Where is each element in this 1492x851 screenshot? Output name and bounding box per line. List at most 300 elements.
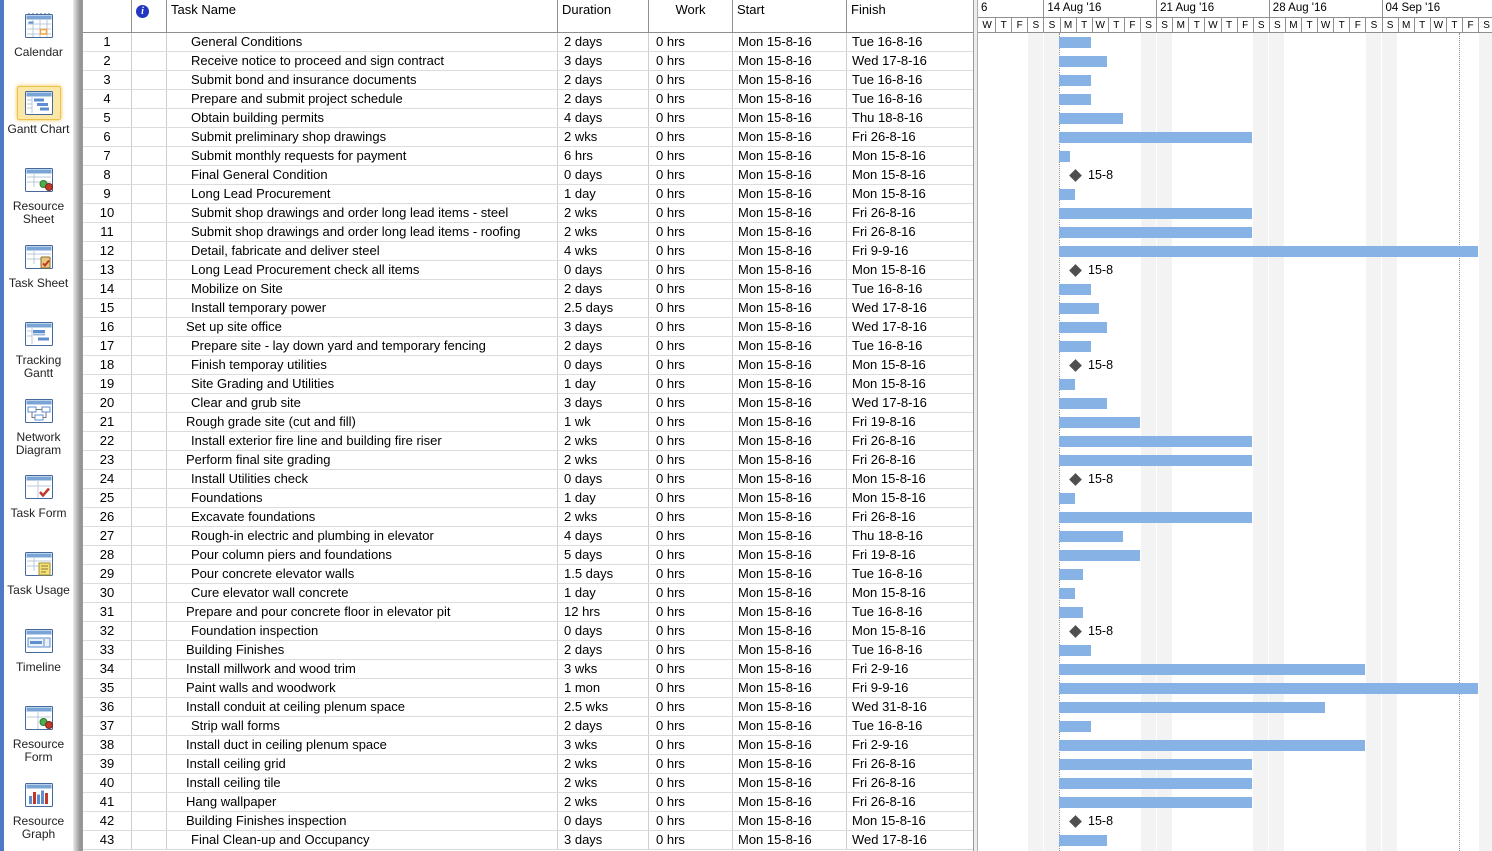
cell-start[interactable]: Mon 15-8-16 — [733, 204, 847, 222]
cell-finish[interactable]: Mon 15-8-16 — [847, 147, 974, 165]
cell-info[interactable] — [132, 223, 167, 241]
cell-start[interactable]: Mon 15-8-16 — [733, 831, 847, 849]
cell-finish[interactable]: Tue 16-8-16 — [847, 717, 974, 735]
cell-info[interactable] — [132, 489, 167, 507]
task-bar[interactable] — [1059, 322, 1107, 333]
cell-info[interactable] — [132, 812, 167, 830]
cell-finish[interactable]: Fri 26-8-16 — [847, 223, 974, 241]
cell-work[interactable]: 0 hrs — [649, 470, 733, 488]
task-bar[interactable] — [1059, 569, 1083, 580]
cell-info[interactable] — [132, 527, 167, 545]
task-bar[interactable] — [1059, 303, 1099, 314]
cell-info[interactable] — [132, 166, 167, 184]
cell-duration[interactable]: 3 days — [558, 394, 649, 412]
cell-name[interactable]: Submit shop drawings and order long lead items - roofing — [167, 223, 558, 241]
cell-work[interactable]: 0 hrs — [649, 299, 733, 317]
cell-finish[interactable]: Mon 15-8-16 — [847, 812, 974, 830]
cell-finish[interactable]: Fri 26-8-16 — [847, 432, 974, 450]
task-bar[interactable] — [1059, 56, 1107, 67]
cell-work[interactable]: 0 hrs — [649, 679, 733, 697]
cell-work[interactable]: 0 hrs — [649, 375, 733, 393]
cell-name[interactable]: Rough-in electric and plumbing in elevator — [167, 527, 558, 545]
cell-duration[interactable]: 2 wks — [558, 793, 649, 811]
row-number[interactable]: 12 — [83, 242, 132, 260]
task-bar[interactable] — [1059, 379, 1075, 390]
cell-name[interactable]: Mobilize on Site — [167, 280, 558, 298]
cell-finish[interactable]: Mon 15-8-16 — [847, 166, 974, 184]
task-bar[interactable] — [1059, 189, 1075, 200]
cell-info[interactable] — [132, 109, 167, 127]
cell-work[interactable]: 0 hrs — [649, 318, 733, 336]
row-number[interactable]: 23 — [83, 451, 132, 469]
cell-finish[interactable]: Thu 18-8-16 — [847, 527, 974, 545]
task-bar[interactable] — [1059, 702, 1325, 713]
row-number[interactable]: 42 — [83, 812, 132, 830]
row-number[interactable]: 1 — [83, 33, 132, 51]
cell-duration[interactable]: 2 days — [558, 71, 649, 89]
task-bar[interactable] — [1059, 664, 1365, 675]
cell-start[interactable]: Mon 15-8-16 — [733, 375, 847, 393]
column-header-finish[interactable] — [847, 0, 974, 32]
cell-info[interactable] — [132, 679, 167, 697]
cell-name[interactable]: Install millwork and wood trim — [167, 660, 558, 678]
cell-finish[interactable]: Tue 16-8-16 — [847, 641, 974, 659]
cell-info[interactable] — [132, 261, 167, 279]
task-bar[interactable] — [1059, 455, 1252, 466]
task-bar[interactable] — [1059, 607, 1083, 618]
cell-work[interactable]: 0 hrs — [649, 128, 733, 146]
row-number[interactable]: 4 — [83, 90, 132, 108]
task-bar[interactable] — [1059, 227, 1252, 238]
sidebar-item-resource-sheet[interactable] — [4, 159, 73, 236]
row-number[interactable]: 24 — [83, 470, 132, 488]
task-bar[interactable] — [1059, 493, 1075, 504]
task-bar[interactable] — [1059, 151, 1070, 162]
row-number[interactable]: 5 — [83, 109, 132, 127]
cell-start[interactable]: Mon 15-8-16 — [733, 242, 847, 260]
cell-duration[interactable]: 2 days — [558, 337, 649, 355]
cell-info[interactable] — [132, 565, 167, 583]
task-bar[interactable] — [1059, 132, 1252, 143]
cell-start[interactable]: Mon 15-8-16 — [733, 394, 847, 412]
cell-info[interactable] — [132, 774, 167, 792]
cell-start[interactable]: Mon 15-8-16 — [733, 736, 847, 754]
cell-work[interactable]: 0 hrs — [649, 109, 733, 127]
cell-start[interactable]: Mon 15-8-16 — [733, 432, 847, 450]
cell-duration[interactable]: 1.5 days — [558, 565, 649, 583]
sidebar-item-resource-form[interactable] — [4, 697, 73, 774]
column-header-start[interactable] — [733, 0, 847, 32]
row-number[interactable]: 26 — [83, 508, 132, 526]
cell-finish[interactable]: Tue 16-8-16 — [847, 33, 974, 51]
cell-duration[interactable]: 0 days — [558, 470, 649, 488]
cell-work[interactable]: 0 hrs — [649, 660, 733, 678]
cell-name[interactable]: Obtain building permits — [167, 109, 558, 127]
cell-finish[interactable]: Mon 15-8-16 — [847, 470, 974, 488]
cell-start[interactable]: Mon 15-8-16 — [733, 622, 847, 640]
cell-start[interactable]: Mon 15-8-16 — [733, 793, 847, 811]
row-number[interactable]: 21 — [83, 413, 132, 431]
cell-finish[interactable]: Tue 16-8-16 — [847, 337, 974, 355]
cell-finish[interactable]: Mon 15-8-16 — [847, 584, 974, 602]
cell-start[interactable]: Mon 15-8-16 — [733, 52, 847, 70]
cell-work[interactable]: 0 hrs — [649, 337, 733, 355]
task-bar[interactable] — [1059, 835, 1107, 846]
cell-finish[interactable]: Fri 2-9-16 — [847, 736, 974, 754]
cell-duration[interactable]: 2 wks — [558, 755, 649, 773]
cell-name[interactable]: Cure elevator wall concrete — [167, 584, 558, 602]
cell-name[interactable]: Hang wallpaper — [167, 793, 558, 811]
cell-finish[interactable]: Fri 19-8-16 — [847, 413, 974, 431]
cell-work[interactable]: 0 hrs — [649, 736, 733, 754]
row-number[interactable]: 11 — [83, 223, 132, 241]
column-header-work[interactable] — [649, 0, 733, 32]
cell-name[interactable]: Site Grading and Utilities — [167, 375, 558, 393]
cell-info[interactable] — [132, 52, 167, 70]
milestone-diamond[interactable] — [1069, 359, 1082, 372]
cell-work[interactable]: 0 hrs — [649, 204, 733, 222]
row-number[interactable]: 22 — [83, 432, 132, 450]
row-number[interactable]: 39 — [83, 755, 132, 773]
cell-work[interactable]: 0 hrs — [649, 546, 733, 564]
row-number[interactable]: 36 — [83, 698, 132, 716]
cell-work[interactable]: 0 hrs — [649, 90, 733, 108]
cell-work[interactable]: 0 hrs — [649, 223, 733, 241]
task-bar[interactable] — [1059, 778, 1252, 789]
row-number[interactable]: 40 — [83, 774, 132, 792]
cell-duration[interactable]: 2 days — [558, 717, 649, 735]
sidebar-item-task-usage[interactable] — [4, 543, 73, 620]
cell-start[interactable]: Mon 15-8-16 — [733, 223, 847, 241]
cell-work[interactable]: 0 hrs — [649, 489, 733, 507]
row-number[interactable]: 29 — [83, 565, 132, 583]
cell-start[interactable]: Mon 15-8-16 — [733, 299, 847, 317]
cell-work[interactable]: 0 hrs — [649, 755, 733, 773]
milestone-diamond[interactable] — [1069, 625, 1082, 638]
row-number[interactable]: 25 — [83, 489, 132, 507]
row-number[interactable]: 8 — [83, 166, 132, 184]
cell-info[interactable] — [132, 698, 167, 716]
cell-name[interactable]: Prepare and submit project schedule — [167, 90, 558, 108]
cell-duration[interactable]: 2 wks — [558, 451, 649, 469]
cell-work[interactable]: 0 hrs — [649, 831, 733, 849]
cell-name[interactable]: Install conduit at ceiling plenum space — [167, 698, 558, 716]
cell-start[interactable]: Mon 15-8-16 — [733, 337, 847, 355]
cell-duration[interactable]: 2 wks — [558, 128, 649, 146]
cell-start[interactable]: Mon 15-8-16 — [733, 584, 847, 602]
cell-duration[interactable]: 2 wks — [558, 223, 649, 241]
cell-info[interactable] — [132, 394, 167, 412]
cell-work[interactable]: 0 hrs — [649, 565, 733, 583]
sidebar-item-task-sheet[interactable] — [4, 236, 73, 313]
cell-duration[interactable]: 0 days — [558, 812, 649, 830]
cell-duration[interactable]: 2 wks — [558, 508, 649, 526]
cell-info[interactable] — [132, 451, 167, 469]
cell-finish[interactable]: Tue 16-8-16 — [847, 71, 974, 89]
cell-info[interactable] — [132, 204, 167, 222]
cell-work[interactable]: 0 hrs — [649, 603, 733, 621]
cell-start[interactable]: Mon 15-8-16 — [733, 413, 847, 431]
cell-duration[interactable]: 2 wks — [558, 432, 649, 450]
row-number[interactable]: 37 — [83, 717, 132, 735]
cell-finish[interactable]: Fri 9-9-16 — [847, 679, 974, 697]
cell-start[interactable]: Mon 15-8-16 — [733, 698, 847, 716]
row-number[interactable]: 18 — [83, 356, 132, 374]
cell-finish[interactable]: Mon 15-8-16 — [847, 185, 974, 203]
cell-start[interactable]: Mon 15-8-16 — [733, 90, 847, 108]
task-bar[interactable] — [1059, 246, 1478, 257]
cell-duration[interactable]: 2 days — [558, 90, 649, 108]
cell-start[interactable]: Mon 15-8-16 — [733, 812, 847, 830]
cell-duration[interactable]: 0 days — [558, 261, 649, 279]
cell-start[interactable]: Mon 15-8-16 — [733, 527, 847, 545]
cell-name[interactable]: Submit bond and insurance documents — [167, 71, 558, 89]
task-bar[interactable] — [1059, 113, 1123, 124]
cell-work[interactable]: 0 hrs — [649, 280, 733, 298]
cell-work[interactable]: 0 hrs — [649, 413, 733, 431]
milestone-diamond[interactable] — [1069, 264, 1082, 277]
cell-info[interactable] — [132, 584, 167, 602]
cell-info[interactable] — [132, 831, 167, 849]
row-number[interactable]: 15 — [83, 299, 132, 317]
cell-finish[interactable]: Fri 19-8-16 — [847, 546, 974, 564]
cell-start[interactable]: Mon 15-8-16 — [733, 470, 847, 488]
cell-work[interactable]: 0 hrs — [649, 527, 733, 545]
cell-info[interactable] — [132, 508, 167, 526]
task-bar[interactable] — [1059, 512, 1252, 523]
task-bar[interactable] — [1059, 417, 1140, 428]
cell-info[interactable] — [132, 603, 167, 621]
cell-start[interactable]: Mon 15-8-16 — [733, 755, 847, 773]
cell-duration[interactable]: 2 days — [558, 641, 649, 659]
row-number[interactable]: 32 — [83, 622, 132, 640]
cell-name[interactable]: Receive notice to proceed and sign contract — [167, 52, 558, 70]
row-number[interactable]: 7 — [83, 147, 132, 165]
cell-duration[interactable]: 4 wks — [558, 242, 649, 260]
task-bar[interactable] — [1059, 208, 1252, 219]
cell-info[interactable] — [132, 318, 167, 336]
cell-duration[interactable]: 2 days — [558, 280, 649, 298]
sidebar-item-resource-graph[interactable] — [4, 774, 73, 851]
milestone-diamond[interactable] — [1069, 473, 1082, 486]
cell-work[interactable]: 0 hrs — [649, 698, 733, 716]
cell-work[interactable]: 0 hrs — [649, 793, 733, 811]
cell-work[interactable]: 0 hrs — [649, 166, 733, 184]
row-number[interactable]: 30 — [83, 584, 132, 602]
cell-name[interactable]: Set up site office — [167, 318, 558, 336]
task-bar[interactable] — [1059, 341, 1091, 352]
cell-finish[interactable]: Wed 17-8-16 — [847, 299, 974, 317]
cell-work[interactable]: 0 hrs — [649, 641, 733, 659]
cell-start[interactable]: Mon 15-8-16 — [733, 489, 847, 507]
cell-duration[interactable]: 2.5 days — [558, 299, 649, 317]
column-header-duration[interactable] — [558, 0, 649, 32]
cell-duration[interactable]: 3 days — [558, 318, 649, 336]
task-bar[interactable] — [1059, 740, 1365, 751]
cell-info[interactable] — [132, 33, 167, 51]
cell-name[interactable]: Building Finishes inspection — [167, 812, 558, 830]
cell-duration[interactable]: 1 day — [558, 584, 649, 602]
cell-duration[interactable]: 1 day — [558, 489, 649, 507]
cell-finish[interactable]: Thu 18-8-16 — [847, 109, 974, 127]
cell-name[interactable]: Rough grade site (cut and fill) — [167, 413, 558, 431]
cell-finish[interactable]: Fri 26-8-16 — [847, 774, 974, 792]
column-header-num[interactable] — [83, 0, 132, 32]
row-number[interactable]: 6 — [83, 128, 132, 146]
task-bar[interactable] — [1059, 588, 1075, 599]
cell-start[interactable]: Mon 15-8-16 — [733, 147, 847, 165]
cell-finish[interactable]: Mon 15-8-16 — [847, 622, 974, 640]
cell-finish[interactable]: Mon 15-8-16 — [847, 375, 974, 393]
cell-info[interactable] — [132, 128, 167, 146]
sidebar-item-timeline[interactable] — [4, 620, 73, 697]
cell-duration[interactable]: 4 days — [558, 109, 649, 127]
cell-duration[interactable]: 0 days — [558, 622, 649, 640]
cell-duration[interactable]: 3 wks — [558, 660, 649, 678]
column-header-name[interactable] — [167, 0, 558, 32]
milestone-diamond[interactable] — [1069, 169, 1082, 182]
cell-info[interactable] — [132, 375, 167, 393]
cell-start[interactable]: Mon 15-8-16 — [733, 261, 847, 279]
cell-finish[interactable]: Wed 17-8-16 — [847, 52, 974, 70]
row-number[interactable]: 43 — [83, 831, 132, 849]
cell-finish[interactable]: Fri 2-9-16 — [847, 660, 974, 678]
cell-duration[interactable]: 12 hrs — [558, 603, 649, 621]
cell-duration[interactable]: 3 days — [558, 831, 649, 849]
sidebar-item-gantt-chart[interactable] — [4, 82, 73, 159]
row-number[interactable]: 28 — [83, 546, 132, 564]
cell-info[interactable] — [132, 660, 167, 678]
cell-duration[interactable]: 5 days — [558, 546, 649, 564]
cell-work[interactable]: 0 hrs — [649, 394, 733, 412]
row-number[interactable]: 10 — [83, 204, 132, 222]
cell-duration[interactable]: 2.5 wks — [558, 698, 649, 716]
cell-work[interactable]: 0 hrs — [649, 584, 733, 602]
cell-start[interactable]: Mon 15-8-16 — [733, 451, 847, 469]
cell-name[interactable]: Install ceiling tile — [167, 774, 558, 792]
cell-name[interactable]: Pour column piers and foundations — [167, 546, 558, 564]
cell-info[interactable] — [132, 622, 167, 640]
task-bar[interactable] — [1059, 797, 1252, 808]
cell-name[interactable]: Submit monthly requests for payment — [167, 147, 558, 165]
cell-finish[interactable]: Fri 26-8-16 — [847, 204, 974, 222]
cell-duration[interactable]: 2 days — [558, 33, 649, 51]
cell-finish[interactable]: Fri 26-8-16 — [847, 128, 974, 146]
cell-info[interactable] — [132, 299, 167, 317]
cell-info[interactable] — [132, 413, 167, 431]
cell-name[interactable]: Long Lead Procurement — [167, 185, 558, 203]
cell-finish[interactable]: Tue 16-8-16 — [847, 280, 974, 298]
cell-name[interactable]: Foundations — [167, 489, 558, 507]
cell-work[interactable]: 0 hrs — [649, 432, 733, 450]
row-number[interactable]: 19 — [83, 375, 132, 393]
task-bar[interactable] — [1059, 531, 1123, 542]
row-number[interactable]: 14 — [83, 280, 132, 298]
cell-work[interactable]: 0 hrs — [649, 185, 733, 203]
cell-name[interactable]: Prepare site - lay down yard and temporary fencing — [167, 337, 558, 355]
cell-start[interactable]: Mon 15-8-16 — [733, 774, 847, 792]
cell-finish[interactable]: Wed 17-8-16 — [847, 318, 974, 336]
cell-work[interactable]: 0 hrs — [649, 622, 733, 640]
row-number[interactable]: 27 — [83, 527, 132, 545]
cell-info[interactable] — [132, 280, 167, 298]
cell-name[interactable]: Submit preliminary shop drawings — [167, 128, 558, 146]
cell-name[interactable]: Install Utilities check — [167, 470, 558, 488]
cell-info[interactable] — [132, 90, 167, 108]
cell-finish[interactable]: Wed 17-8-16 — [847, 831, 974, 849]
task-bar[interactable] — [1059, 75, 1091, 86]
cell-info[interactable] — [132, 755, 167, 773]
row-number[interactable]: 2 — [83, 52, 132, 70]
cell-name[interactable]: Long Lead Procurement check all items — [167, 261, 558, 279]
cell-duration[interactable]: 3 days — [558, 52, 649, 70]
sidebar-item-network-diagram[interactable] — [4, 390, 73, 467]
cell-start[interactable]: Mon 15-8-16 — [733, 33, 847, 51]
row-number[interactable]: 38 — [83, 736, 132, 754]
row-number[interactable]: 16 — [83, 318, 132, 336]
cell-work[interactable]: 0 hrs — [649, 356, 733, 374]
cell-info[interactable] — [132, 546, 167, 564]
task-bar[interactable] — [1059, 721, 1091, 732]
cell-finish[interactable]: Fri 26-8-16 — [847, 755, 974, 773]
cell-info[interactable] — [132, 793, 167, 811]
cell-info[interactable] — [132, 736, 167, 754]
cell-finish[interactable]: Wed 17-8-16 — [847, 394, 974, 412]
cell-name[interactable]: Perform final site grading — [167, 451, 558, 469]
cell-name[interactable]: Clear and grub site — [167, 394, 558, 412]
task-bar[interactable] — [1059, 550, 1140, 561]
cell-start[interactable]: Mon 15-8-16 — [733, 128, 847, 146]
sidebar-item-task-form[interactable] — [4, 466, 73, 543]
cell-duration[interactable]: 0 days — [558, 356, 649, 374]
task-bar[interactable] — [1059, 759, 1252, 770]
cell-work[interactable]: 0 hrs — [649, 774, 733, 792]
cell-work[interactable]: 0 hrs — [649, 812, 733, 830]
cell-finish[interactable]: Tue 16-8-16 — [847, 603, 974, 621]
cell-start[interactable]: Mon 15-8-16 — [733, 565, 847, 583]
cell-name[interactable]: Install temporary power — [167, 299, 558, 317]
cell-work[interactable]: 0 hrs — [649, 717, 733, 735]
cell-start[interactable]: Mon 15-8-16 — [733, 508, 847, 526]
task-bar[interactable] — [1059, 683, 1478, 694]
cell-start[interactable]: Mon 15-8-16 — [733, 166, 847, 184]
cell-info[interactable] — [132, 432, 167, 450]
row-number[interactable]: 35 — [83, 679, 132, 697]
cell-finish[interactable]: Fri 26-8-16 — [847, 508, 974, 526]
row-number[interactable]: 9 — [83, 185, 132, 203]
cell-info[interactable] — [132, 242, 167, 260]
row-number[interactable]: 13 — [83, 261, 132, 279]
cell-finish[interactable]: Wed 31-8-16 — [847, 698, 974, 716]
cell-name[interactable]: Install exterior fire line and building fire riser — [167, 432, 558, 450]
task-bar[interactable] — [1059, 284, 1091, 295]
cell-name[interactable]: Finish temporay utilities — [167, 356, 558, 374]
cell-name[interactable]: Excavate foundations — [167, 508, 558, 526]
cell-name[interactable]: Foundation inspection — [167, 622, 558, 640]
cell-start[interactable]: Mon 15-8-16 — [733, 280, 847, 298]
cell-start[interactable]: Mon 15-8-16 — [733, 546, 847, 564]
cell-work[interactable]: 0 hrs — [649, 242, 733, 260]
milestone-diamond[interactable] — [1069, 815, 1082, 828]
cell-name[interactable]: General Conditions — [167, 33, 558, 51]
sidebar-item-calendar[interactable] — [4, 5, 73, 82]
cell-name[interactable]: Install duct in ceiling plenum space — [167, 736, 558, 754]
cell-name[interactable]: Paint walls and woodwork — [167, 679, 558, 697]
cell-duration[interactable]: 0 days — [558, 166, 649, 184]
cell-info[interactable] — [132, 185, 167, 203]
cell-work[interactable]: 0 hrs — [649, 52, 733, 70]
row-number[interactable]: 20 — [83, 394, 132, 412]
